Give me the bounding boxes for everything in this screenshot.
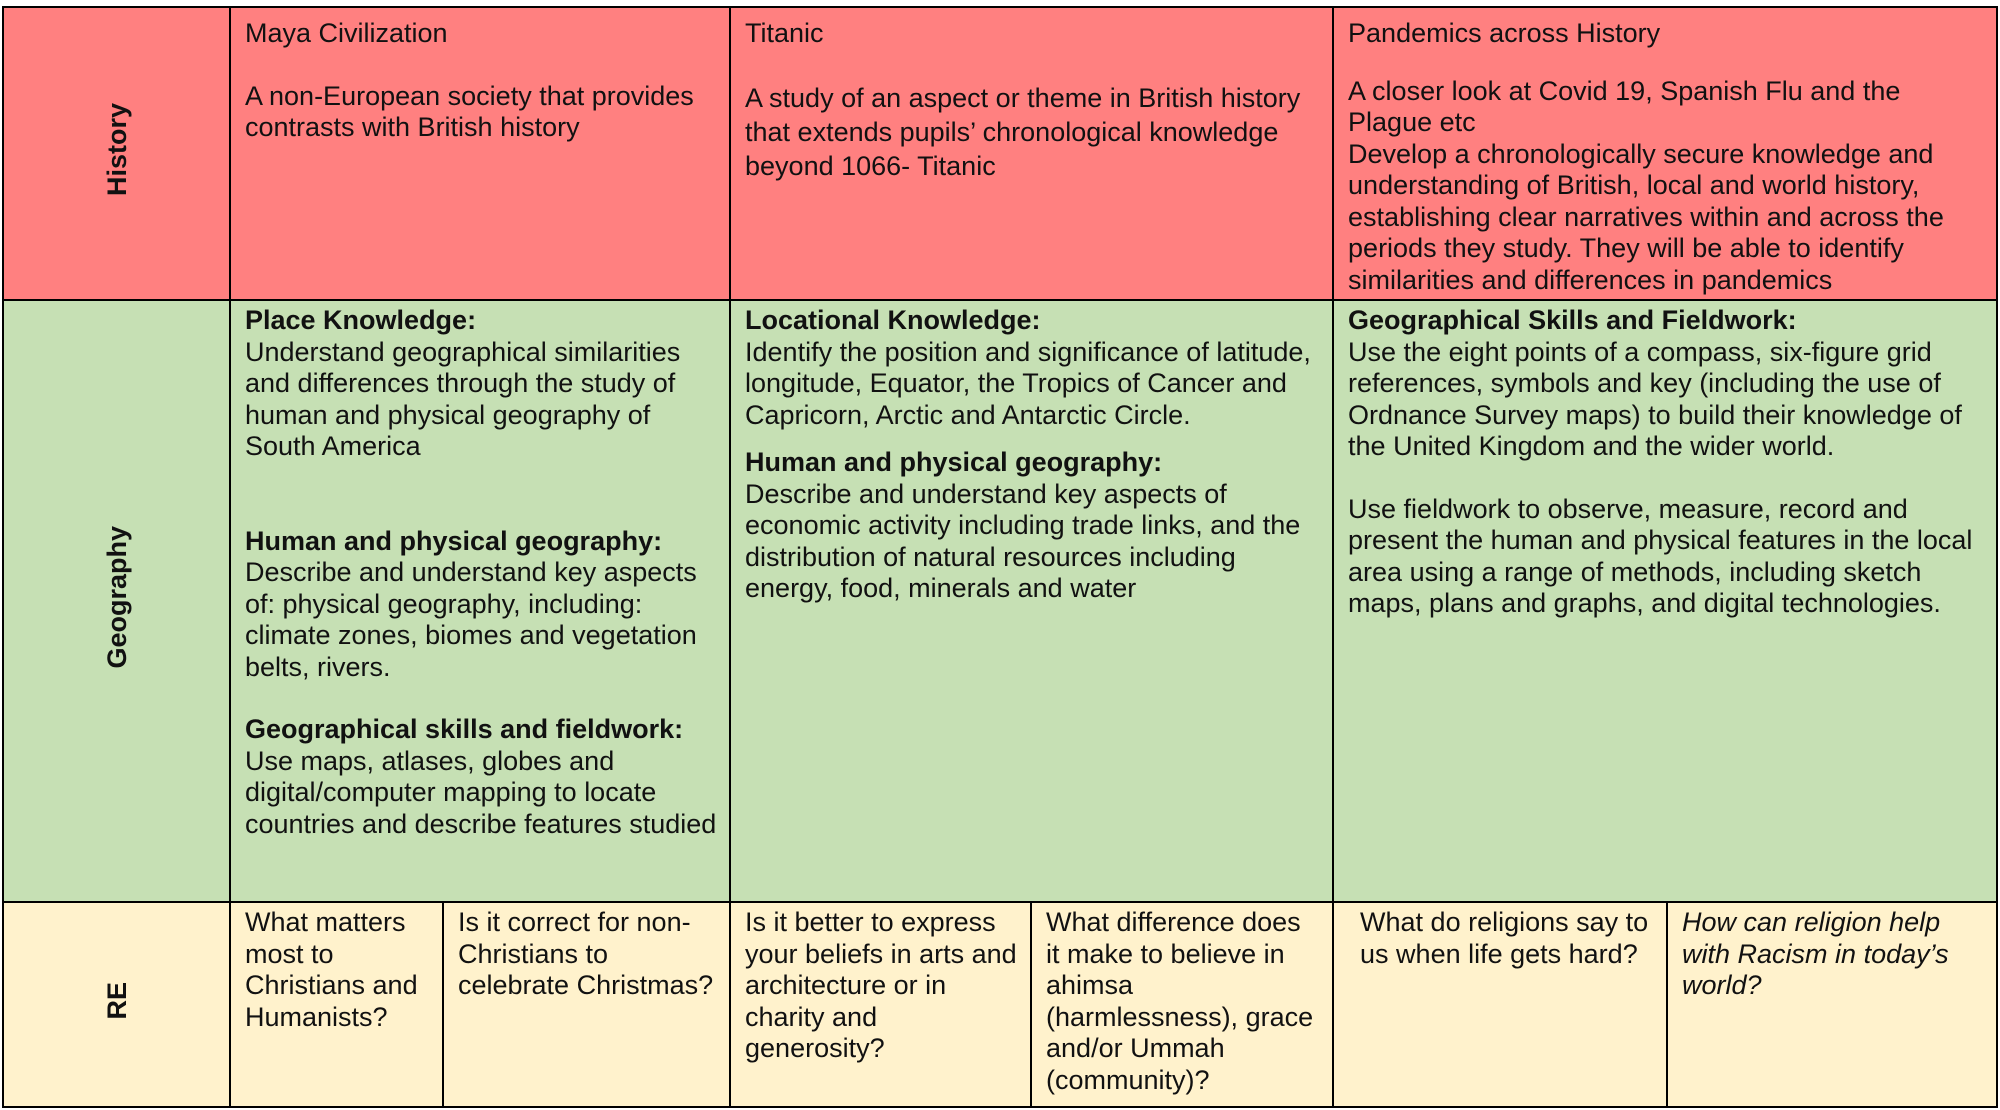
geo1-heading-skills: Geographical skills and fieldwork:	[245, 714, 684, 744]
re-question-4: What difference does it make to believe in ahimsa (harmlessness), grace and/or Ummah (community)?	[1046, 907, 1314, 1095]
history-titanic-title: Titanic	[745, 18, 824, 48]
geo1-body-place: Understand geographical similarities and differences through the study of human and physical geography of South America	[245, 336, 681, 461]
re-question-2: Is it correct for non-Christians to celebrate Christmas?	[458, 907, 714, 1000]
history-pandemics-title: Pandemics across History	[1348, 18, 1661, 48]
geo3-heading-skills: Geographical Skills and Fieldwork:	[1348, 305, 1797, 335]
geo1-body-skills: Use maps, atlases, globes and digital/computer mapping to locate countries and describe features studied	[245, 745, 717, 839]
re-question-3: Is it better to express your beliefs in arts and architecture or in charity and generosity?	[745, 907, 1017, 1063]
history-maya-body: A non-European society that provides contrasts with British history	[245, 80, 694, 142]
re-label-cell	[3, 902, 230, 1107]
history-label: History	[101, 103, 132, 197]
history-pandemics-body-2: Develop a chronologically secure knowledge and understanding of British, local and world history, establishing clear narratives within and across the periods they study. They will be able to identify similarities and differences in pandemics	[1348, 138, 1944, 295]
history-pandemics-body-1: A closer look at Covid 19, Spanish Flu and the Plague etc	[1348, 75, 1901, 137]
re-cell-4	[1031, 902, 1333, 1107]
re-cell-1	[230, 902, 443, 1107]
geo1-heading-place: Place Knowledge:	[245, 305, 477, 335]
history-cell-maya	[230, 7, 730, 300]
geo2-body-human: Describe and understand key aspects of economic activity including trade links, and the distribution of natural resources including energy, food, minerals and water	[745, 478, 1301, 603]
curriculum-table	[2, 6, 1998, 1108]
geography-cell-2	[730, 300, 1333, 902]
re-question-6: How can religion help with Racism in today’s world?	[1682, 907, 1949, 1000]
geography-cell-1	[230, 300, 730, 902]
geography-cell-3	[1333, 300, 1997, 902]
history-cell-titanic	[730, 7, 1333, 300]
re-cell-3	[730, 902, 1031, 1107]
geo2-body-locational: Identify the position and significance of latitude, longitude, Equator, the Tropics of Cancer and Capricorn, Arctic and Antarctic Circle.	[745, 336, 1311, 430]
re-question-5: What do religions say to us when life gets hard?	[1360, 907, 1649, 969]
history-row	[3, 7, 1997, 300]
geo2-heading-human: Human and physical geography:	[745, 447, 1163, 477]
geography-label: Geography	[101, 525, 132, 669]
re-row	[3, 902, 1997, 1107]
re-question-1: What matters most to Christians and Humanists?	[245, 907, 418, 1032]
history-label-cell	[3, 7, 230, 300]
history-maya-title: Maya Civilization	[245, 18, 448, 48]
history-cell-pandemics	[1333, 7, 1997, 300]
re-cell-2	[443, 902, 730, 1107]
geo1-body-human: Describe and understand key aspects of: physical geography, including: climate zones, biomes and vegetation belts, rivers.	[245, 557, 697, 682]
re-label: RE	[101, 981, 132, 1020]
geography-label-cell	[3, 300, 230, 902]
geography-row	[3, 300, 1997, 902]
geo2-heading-locational: Locational Knowledge:	[745, 305, 1041, 335]
re-cell-6	[1667, 902, 1997, 1107]
history-titanic-body: A study of an aspect or theme in British history that extends pupils’ chronological knowledge beyond 1066- Titanic	[745, 82, 1301, 181]
geo3-body-compass: Use the eight points of a compass, six-figure grid references, symbols and key (including the use of Ordnance Survey maps) to build their knowledge of the United Kingdom and the wider world.	[1348, 336, 1962, 461]
geo3-body-fieldwork: Use fieldwork to observe, measure, record and present the human and physical features in the local area using a range of methods, including sketch maps, plans and graphs, and digital technologies.	[1348, 493, 1973, 618]
re-cell-5	[1333, 902, 1667, 1107]
geo1-heading-human: Human and physical geography:	[245, 525, 663, 556]
